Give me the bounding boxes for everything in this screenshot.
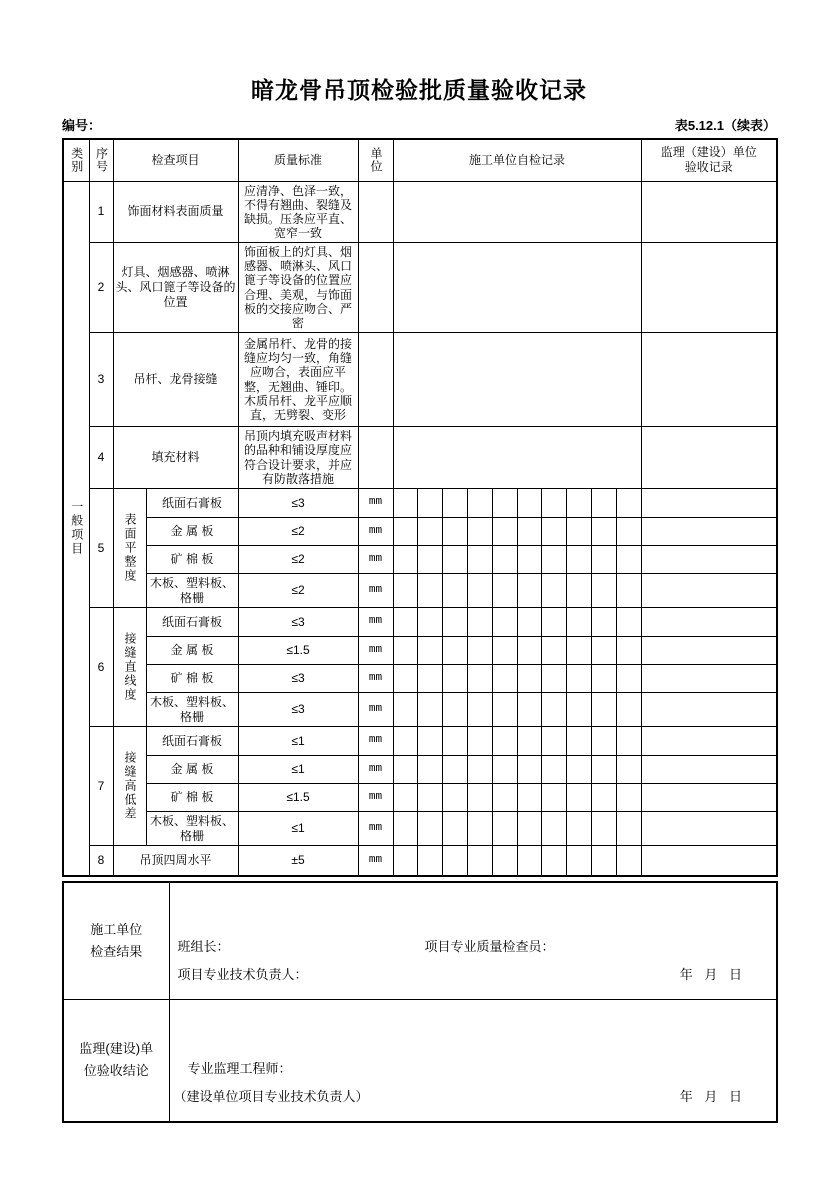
page-title: 暗龙骨吊顶检验批质量验收记录 — [251, 77, 587, 103]
standard-cell: ≤3 — [238, 665, 358, 693]
grid-cell — [591, 574, 616, 608]
quality-inspector-label: 项目专业质量检查员： — [424, 939, 555, 955]
grid-cell — [467, 693, 492, 727]
sub-label-cell: 木板、塑料板、格栅 — [146, 693, 238, 727]
grid-cell — [492, 665, 517, 693]
item-cell: 吊杆、龙骨接缝 — [113, 333, 238, 427]
supervision-cell — [641, 727, 777, 756]
supervision-cell — [641, 784, 777, 812]
sub-label-cell: 木板、塑料板、格栅 — [146, 812, 238, 846]
grid-cell — [418, 784, 443, 812]
grid-cell — [542, 574, 567, 608]
grid-cell — [542, 637, 567, 665]
grid-cell — [517, 546, 542, 574]
grid-cell — [616, 546, 641, 574]
group-label-cell: 接缝直线度 — [113, 608, 146, 727]
grid-cell — [418, 574, 443, 608]
grid-cell — [393, 756, 418, 784]
grid-cell — [467, 546, 492, 574]
grid-cell — [567, 665, 592, 693]
sub-label-cell: 纸面石膏板 — [146, 727, 238, 756]
signature-line — [170, 933, 777, 961]
supervision-cell — [641, 608, 777, 637]
grid-cell — [418, 812, 443, 846]
construction-result-content — [169, 882, 777, 1000]
unit-cell: mm — [358, 812, 393, 846]
unit-cell: mm — [358, 727, 393, 756]
grid-cell — [443, 574, 468, 608]
inspection-table — [62, 138, 778, 877]
table-row — [63, 546, 777, 574]
grid-cell — [443, 846, 468, 876]
grid-cell — [393, 784, 418, 812]
grid-cell — [418, 756, 443, 784]
standard-cell: ±5 — [238, 846, 358, 876]
signature-table — [62, 881, 778, 1123]
grid-cell — [492, 637, 517, 665]
table-row — [63, 693, 777, 727]
grid-cell — [517, 637, 542, 665]
header-unit: 单位 — [358, 139, 393, 181]
sub-label-cell: 矿 棉 板 — [146, 784, 238, 812]
grid-cell — [492, 756, 517, 784]
grid-cell — [467, 784, 492, 812]
grid-cell — [616, 756, 641, 784]
item-cell: 饰面材料表面质量 — [113, 181, 238, 243]
grid-cell — [567, 812, 592, 846]
seq-cell: 6 — [89, 608, 113, 727]
standard-cell: ≤1 — [238, 756, 358, 784]
grid-cell — [567, 546, 592, 574]
grid-cell — [443, 784, 468, 812]
table-row — [63, 846, 777, 876]
grid-cell — [393, 489, 418, 518]
grid-cell — [616, 812, 641, 846]
grid-cell — [542, 846, 567, 876]
grid-cell — [567, 489, 592, 518]
unit-cell: mm — [358, 546, 393, 574]
grid-cell — [467, 727, 492, 756]
seq-cell: 2 — [89, 243, 113, 333]
table-row — [63, 574, 777, 608]
grid-cell — [443, 665, 468, 693]
grid-cell — [591, 608, 616, 637]
grid-cell — [443, 608, 468, 637]
grid-cell — [517, 518, 542, 546]
sub-label-cell: 木板、塑料板、格栅 — [146, 574, 238, 608]
supervision-conclusion-row — [63, 1000, 777, 1122]
grid-cell — [492, 489, 517, 518]
date-label: 年 月 日 — [679, 1088, 746, 1104]
grid-cell — [591, 665, 616, 693]
grid-cell — [418, 489, 443, 518]
unit-cell: mm — [358, 637, 393, 665]
grid-cell — [443, 693, 468, 727]
grid-cell — [517, 756, 542, 784]
supervision-cell — [641, 518, 777, 546]
grid-cell — [517, 608, 542, 637]
unit-cell — [358, 181, 393, 243]
signature-line — [170, 1083, 777, 1111]
grid-cell — [616, 693, 641, 727]
table-row — [63, 784, 777, 812]
grid-cell — [492, 574, 517, 608]
grid-cell — [542, 693, 567, 727]
grid-cell — [542, 756, 567, 784]
grid-cell — [467, 846, 492, 876]
grid-cell — [492, 727, 517, 756]
construction-result-label: 施工单位 检查结果 — [63, 882, 169, 1000]
grid-cell — [492, 812, 517, 846]
supervision-engineer-label: 专业监理工程师： — [187, 1060, 292, 1076]
seq-cell: 8 — [89, 846, 113, 876]
grid-cell — [517, 489, 542, 518]
grid-cell — [517, 784, 542, 812]
grid-cell — [616, 727, 641, 756]
table-row — [63, 243, 777, 333]
grid-cell — [567, 756, 592, 784]
grid-cell — [567, 518, 592, 546]
supervision-cell — [641, 489, 777, 518]
grid-cell — [542, 518, 567, 546]
grid-cell — [393, 608, 418, 637]
table-row — [63, 756, 777, 784]
grid-cell — [591, 727, 616, 756]
grid-cell — [467, 637, 492, 665]
grid-cell — [418, 518, 443, 546]
supervision-cell — [641, 574, 777, 608]
seq-cell: 7 — [89, 727, 113, 846]
grid-cell — [393, 727, 418, 756]
item-cell: 吊顶四周水平 — [113, 846, 238, 876]
grid-cell — [542, 727, 567, 756]
grid-cell — [542, 489, 567, 518]
standard-cell: ≤3 — [238, 489, 358, 518]
grid-cell — [443, 727, 468, 756]
grid-cell — [418, 693, 443, 727]
grid-cell — [567, 693, 592, 727]
supervision-cell — [641, 546, 777, 574]
grid-cell — [567, 574, 592, 608]
grid-cell — [467, 608, 492, 637]
grid-cell — [591, 756, 616, 784]
grid-cell — [467, 489, 492, 518]
standard-cell: 吊顶内填充吸声材料的品种和铺设厚度应符合设计要求，并应有防散落措施 — [238, 427, 358, 489]
unit-cell: mm — [358, 693, 393, 727]
grid-cell — [517, 812, 542, 846]
grid-cell — [418, 608, 443, 637]
grid-cell — [393, 693, 418, 727]
grid-cell — [567, 784, 592, 812]
standard-cell: ≤2 — [238, 518, 358, 546]
table-header-row — [63, 139, 777, 181]
grid-cell — [567, 846, 592, 876]
sub-label-cell: 金 属 板 — [146, 637, 238, 665]
grid-cell — [591, 693, 616, 727]
standard-cell: 饰面板上的灯具、烟感器、喷淋头、风口篦子等设备的位置应合理、美观，与饰面板的交接应吻合、严密 — [238, 243, 358, 333]
standard-cell: ≤1 — [238, 812, 358, 846]
table-row — [63, 727, 777, 756]
supervision-cell — [641, 181, 777, 243]
grid-cell — [591, 489, 616, 518]
grid-cell — [418, 546, 443, 574]
grid-cell — [542, 665, 567, 693]
grid-cell — [492, 784, 517, 812]
unit-cell: mm — [358, 489, 393, 518]
supervision-cell — [641, 756, 777, 784]
supervision-cell — [641, 812, 777, 846]
supervision-cell — [641, 427, 777, 489]
grid-cell — [616, 665, 641, 693]
grid-cell — [542, 784, 567, 812]
unit-cell: mm — [358, 665, 393, 693]
sub-label-cell: 金 属 板 — [146, 756, 238, 784]
group-label-cell: 接缝高低差 — [113, 727, 146, 846]
table-row — [63, 812, 777, 846]
standard-cell: 金属吊杆、龙骨的接缝应均匀一致，角缝应吻合，表面应平整，无翘曲、锤印。木质吊杆、龙平应顺直，无劈裂、变形 — [238, 333, 358, 427]
standard-cell: ≤3 — [238, 693, 358, 727]
standard-cell: ≤2 — [238, 574, 358, 608]
table-ref: 表5.12.1（续表） — [674, 118, 776, 133]
table-row — [63, 518, 777, 546]
table-row — [63, 608, 777, 637]
header-supervision: 监理（建设）单位 验收记录 — [641, 139, 777, 181]
grid-cell — [467, 812, 492, 846]
grid-cell — [616, 784, 641, 812]
grid-cell — [393, 637, 418, 665]
table-row — [63, 665, 777, 693]
unit-cell: mm — [358, 608, 393, 637]
sub-label-cell: 金 属 板 — [146, 518, 238, 546]
unit-cell: mm — [358, 574, 393, 608]
grid-cell — [616, 518, 641, 546]
standard-cell: ≤1 — [238, 727, 358, 756]
grid-cell — [542, 812, 567, 846]
item-cell: 填充材料 — [113, 427, 238, 489]
group-label-cell: 表面平整度 — [113, 489, 146, 608]
grid-cell — [591, 546, 616, 574]
grid-cell — [492, 518, 517, 546]
table-row — [63, 427, 777, 489]
grid-cell — [443, 518, 468, 546]
header-item: 检查项目 — [113, 139, 238, 181]
sub-label-cell: 矿 棉 板 — [146, 665, 238, 693]
grid-cell — [443, 637, 468, 665]
construction-result-row — [63, 882, 777, 1000]
supervision-cell — [641, 243, 777, 333]
grid-cell — [616, 608, 641, 637]
grid-cell — [591, 637, 616, 665]
supervision-cell — [641, 665, 777, 693]
table-row — [63, 489, 777, 518]
header-standard: 质量标准 — [238, 139, 358, 181]
meta-row — [62, 115, 776, 134]
grid-cell — [443, 812, 468, 846]
table-row — [63, 637, 777, 665]
grid-cell — [418, 727, 443, 756]
unit-cell: mm — [358, 846, 393, 876]
item-cell: 灯具、烟感器、喷淋头、风口篦子等设备的位置 — [113, 243, 238, 333]
header-seq: 序号 — [89, 139, 113, 181]
seq-cell: 4 — [89, 427, 113, 489]
supervision-cell — [641, 693, 777, 727]
grid-cell — [591, 812, 616, 846]
supervision-conclusion-content — [169, 1000, 777, 1122]
grid-cell — [517, 846, 542, 876]
grid-cell — [517, 693, 542, 727]
seq-cell: 5 — [89, 489, 113, 608]
grid-cell — [591, 784, 616, 812]
standard-cell: 应清净、色泽一致，不得有翘曲、裂缝及缺损。压条应平直、宽窄一致 — [238, 181, 358, 243]
grid-cell — [492, 608, 517, 637]
grid-cell — [616, 637, 641, 665]
standard-cell: ≤3 — [238, 608, 358, 637]
grid-cell — [443, 756, 468, 784]
grid-cell — [542, 546, 567, 574]
self-check-cell — [393, 333, 641, 427]
category-cell: 一般项目 — [63, 181, 89, 876]
grid-cell — [591, 846, 616, 876]
unit-cell: mm — [358, 518, 393, 546]
grid-cell — [393, 812, 418, 846]
grid-cell — [393, 546, 418, 574]
unit-cell: mm — [358, 784, 393, 812]
grid-cell — [418, 846, 443, 876]
self-check-cell — [393, 243, 641, 333]
header-self-check: 施工单位自检记录 — [393, 139, 641, 181]
unit-cell — [358, 427, 393, 489]
standard-cell: ≤2 — [238, 546, 358, 574]
owner-note-label: （建设单位项目专业技术负责人） — [173, 1088, 369, 1104]
grid-cell — [517, 665, 542, 693]
grid-cell — [616, 846, 641, 876]
signature-line — [170, 1055, 777, 1083]
grid-cell — [467, 518, 492, 546]
grid-cell — [517, 574, 542, 608]
unit-cell — [358, 333, 393, 427]
grid-cell — [591, 518, 616, 546]
seq-cell: 1 — [89, 181, 113, 243]
standard-cell: ≤1.5 — [238, 784, 358, 812]
date-label: 年 月 日 — [679, 967, 746, 983]
table-row — [63, 333, 777, 427]
sub-label-cell: 纸面石膏板 — [146, 608, 238, 637]
serial-label: 编号： — [62, 118, 102, 133]
grid-cell — [418, 665, 443, 693]
grid-cell — [467, 665, 492, 693]
grid-cell — [393, 574, 418, 608]
unit-cell — [358, 243, 393, 333]
table-row — [63, 181, 777, 243]
grid-cell — [443, 489, 468, 518]
supervision-cell — [641, 333, 777, 427]
grid-cell — [567, 637, 592, 665]
supervision-cell — [641, 846, 777, 876]
grid-cell — [443, 546, 468, 574]
sub-label-cell: 矿 棉 板 — [146, 546, 238, 574]
signature-line — [170, 961, 777, 989]
grid-cell — [418, 637, 443, 665]
grid-cell — [517, 727, 542, 756]
grid-cell — [492, 693, 517, 727]
grid-cell — [467, 574, 492, 608]
standard-cell: ≤1.5 — [238, 637, 358, 665]
supervision-cell — [641, 637, 777, 665]
grid-cell — [567, 608, 592, 637]
unit-cell: mm — [358, 756, 393, 784]
grid-cell — [393, 518, 418, 546]
grid-cell — [492, 846, 517, 876]
grid-cell — [542, 608, 567, 637]
sub-label-cell: 纸面石膏板 — [146, 489, 238, 518]
grid-cell — [567, 727, 592, 756]
tech-director-label: 项目专业技术负责人： — [177, 967, 308, 983]
self-check-cell — [393, 181, 641, 243]
grid-cell — [393, 665, 418, 693]
grid-cell — [467, 756, 492, 784]
self-check-cell — [393, 427, 641, 489]
grid-cell — [393, 846, 418, 876]
header-category: 类别 — [63, 139, 89, 181]
supervision-conclusion-label: 监理(建设)单 位验收结论 — [63, 1000, 169, 1122]
grid-cell — [616, 489, 641, 518]
seq-cell: 3 — [89, 333, 113, 427]
grid-cell — [492, 546, 517, 574]
team-leader-label: 班组长： — [177, 939, 230, 955]
grid-cell — [616, 574, 641, 608]
